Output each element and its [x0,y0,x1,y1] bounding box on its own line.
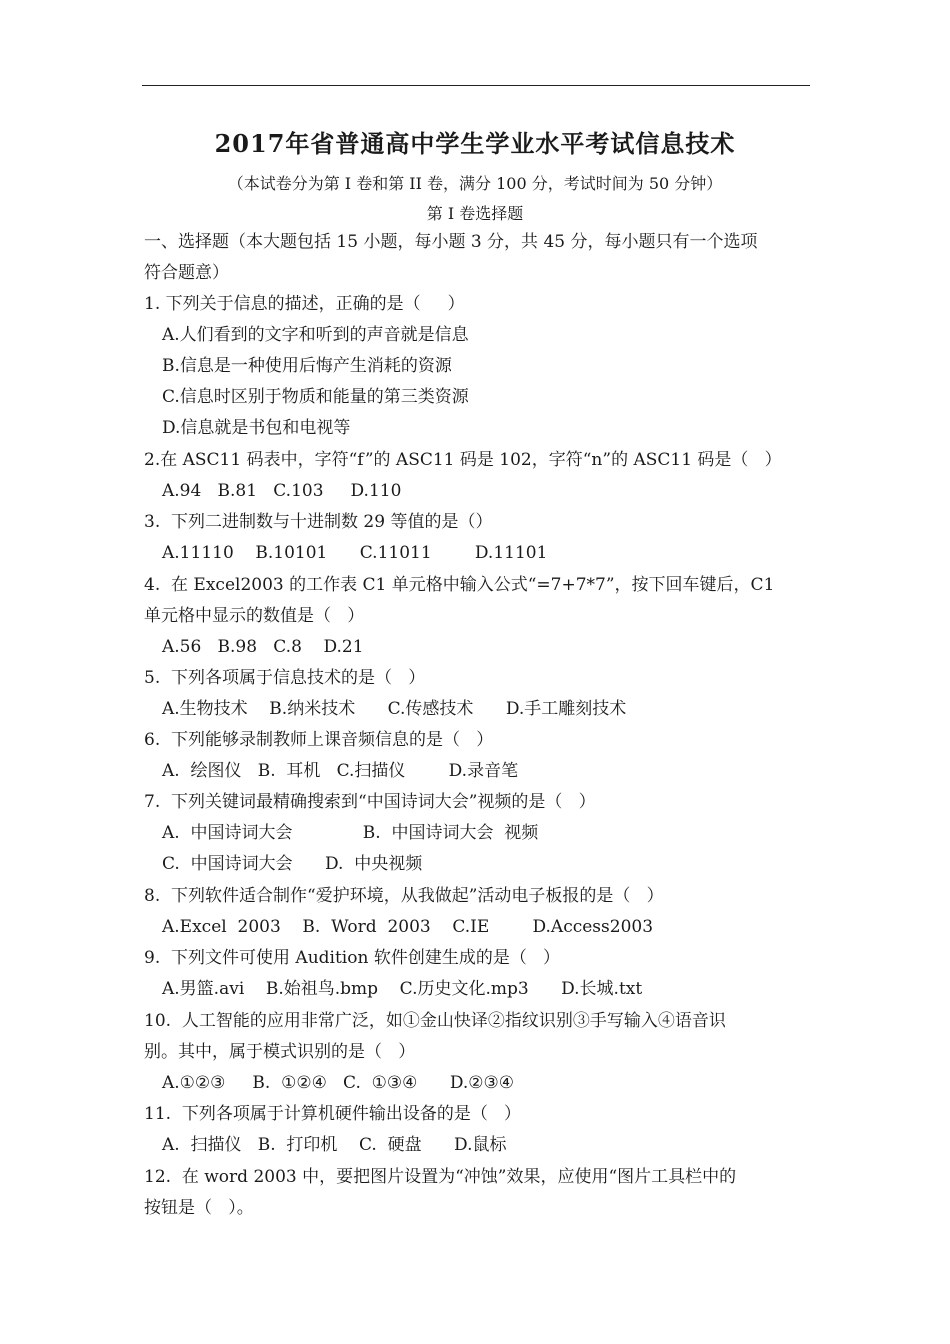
question-12-stem-line-2: 按钮是（ ）。 [144,1198,254,1218]
question-7-options-line-1: A. 中国诗词大会 B. 中国诗词大会 视频 [162,823,539,843]
question-2-options: A.94 B.81 C.103 D.110 [162,481,402,501]
question-8-stem: 8. 下列软件适合制作“爱护环境，从我做起”活动电子板报的是（ ） [144,886,664,906]
page-title: 2017年省普通高中学生学业水平考试信息技术 [214,129,736,158]
instructions-line-2: 符合题意） [144,263,229,283]
question-4-stem-line-2: 单元格中显示的数值是（ ） [144,606,365,626]
section-title: 第 I 卷选择题 [426,204,524,223]
question-4-options: A.56 B.98 C.8 D.21 [162,637,364,657]
question-8-options: A.Excel 2003 B. Word 2003 C.IE D.Access2003 [162,917,654,937]
top-rule [142,85,810,86]
question-1-stem: 1. 下列关于信息的描述，正确的是（ ） [144,294,465,314]
question-5-stem: 5. 下列各项属于信息技术的是（ ） [144,668,426,688]
question-9-options: A.男篮.avi B.始祖鸟.bmp C.历史文化.mp3 D.长城.txt [162,979,643,999]
question-12-stem-line-1: 12. 在 word 2003 中，要把图片设置为“冲蚀”效果，应使用“图片工具栏中的 [144,1167,737,1187]
question-7-stem: 7. 下列关键词最精确搜索到“中国诗词大会”视频的是（ ） [144,792,596,812]
question-2-stem: 2.在 ASC11 码表中，字符“f”的 ASC11 码是 102，字符“n”的 ASC11 码是（ ） [144,450,782,470]
instructions-line-1: 一、选择题（本大题包括 15 小题，每小题 3 分，共 45 分，每小题只有一个选项 [144,232,758,252]
question-10-options: A.①②③ B. ①②④ C. ①③④ D.②③④ [162,1073,514,1093]
question-11-stem: 11. 下列各项属于计算机硬件输出设备的是（ ） [144,1104,522,1124]
question-9-stem: 9. 下列文件可使用 Audition 软件创建生成的是（ ） [144,948,561,968]
question-10-stem-line-2: 别。其中，属于模式识别的是（ ） [144,1042,416,1062]
question-4-stem-line-1: 4. 在 Excel2003 的工作表 C1 单元格中输入公式“=7+7*7”，按下回车键后，C1 [144,575,775,595]
question-6-options: A. 绘图仪 B. 耳机 C.扫描仪 D.录音笔 [162,761,519,781]
question-7-options-line-2: C. 中国诗词大会 D. 中央视频 [162,854,423,874]
question-6-stem: 6. 下列能够录制教师上课音频信息的是（ ） [144,730,494,750]
exam-info: （本试卷分为第 I 卷和第 II 卷，满分 100 分，考试时间为 50 分钟） [227,174,723,193]
question-11-options: A. 扫描仪 B. 打印机 C. 硬盘 D.鼠标 [162,1135,507,1155]
question-1-option-d: D.信息就是书包和电视等 [162,418,351,438]
question-1-option-b: B.信息是一种使用后悔产生消耗的资源 [162,356,452,376]
question-3-options: A.11110 B.10101 C.11011 D.11101 [162,543,548,563]
question-1-option-a: A.人们看到的文字和听到的声音就是信息 [162,325,469,345]
question-1-option-c: C.信息时区别于物质和能量的第三类资源 [162,387,469,407]
question-10-stem-line-1: 10. 人工智能的应用非常广泛，如①金山快译②指纹识别③手写输入④语音识 [144,1011,726,1031]
question-5-options: A.生物技术 B.纳米技术 C.传感技术 D.手工雕刻技术 [162,699,627,719]
question-3-stem: 3. 下列二进制数与十进制数 29 等值的是（） [144,512,493,532]
